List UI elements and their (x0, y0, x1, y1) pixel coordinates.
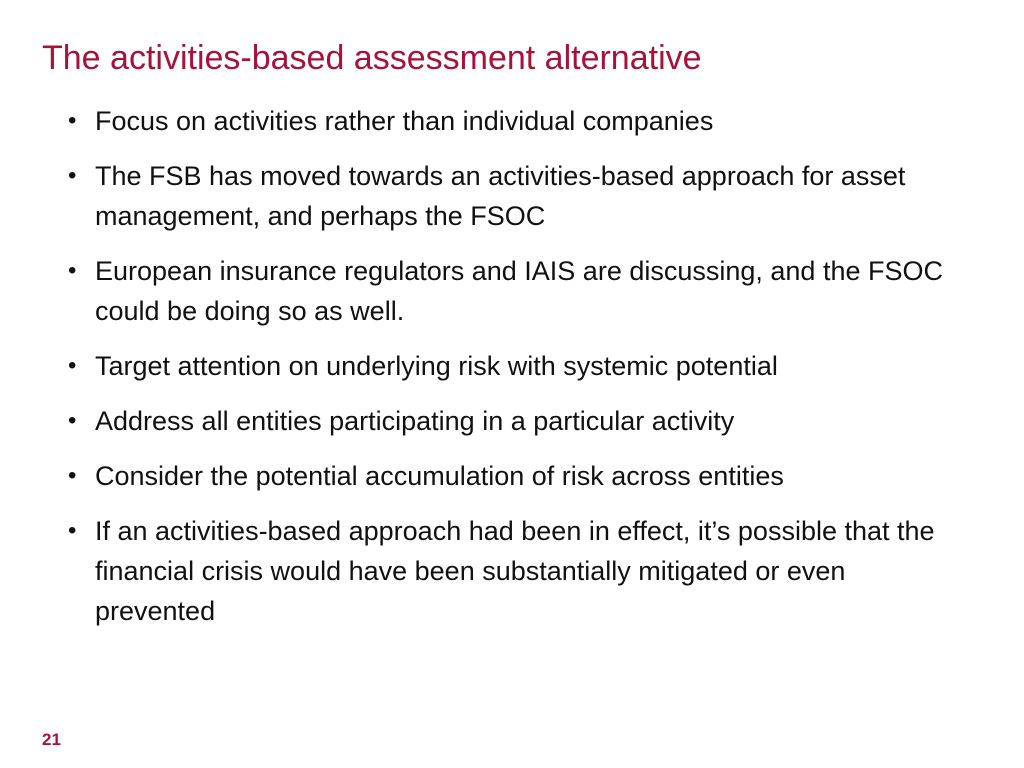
bullet-text: The FSB has moved towards an activities-based approach for asset management, and perhaps the FSOC (95, 161, 906, 231)
bullet-icon: • (68, 257, 77, 284)
bullet-item (68, 346, 968, 386)
bullet-item (68, 101, 968, 141)
bullet-icon: • (68, 352, 77, 379)
page-number: 21 (42, 730, 61, 749)
bullet-text: If an activities-based approach had been in effect, it’s possible that the financial crisis would have been substantially mitigated or even prevented (95, 516, 935, 626)
bullet-text: Target attention on underlying risk with systemic potential (95, 351, 778, 381)
bullet-icon: • (68, 407, 77, 434)
bullet-item (68, 456, 968, 496)
bullet-text: European insurance regulators and IAIS are discussing, and the FSOC could be doing so as well. (95, 256, 943, 326)
bullet-text: Focus on activities rather than individual companies (95, 106, 714, 136)
bullet-icon: • (68, 107, 77, 134)
bullet-item (68, 156, 968, 236)
bullet-item (68, 511, 968, 631)
bullet-icon: • (68, 517, 77, 544)
bullet-icon: • (68, 162, 77, 189)
bullet-item (68, 401, 968, 441)
bullet-text: Address all entities participating in a particular activity (95, 406, 735, 436)
bullet-text: Consider the potential accumulation of risk across entities (95, 461, 784, 491)
bullet-icon: • (68, 462, 77, 489)
slide-title: The activities-based assessment alternative (42, 39, 702, 77)
bullet-item (68, 251, 968, 331)
bullet-list (68, 101, 968, 646)
